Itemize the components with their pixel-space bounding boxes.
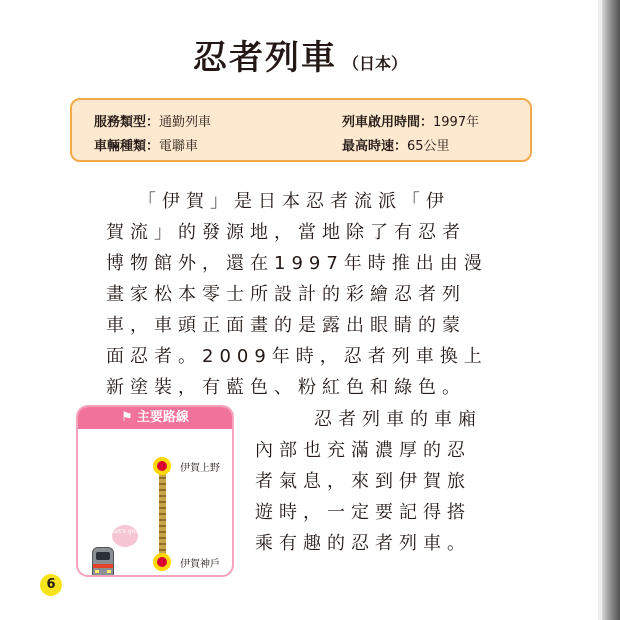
vehicle-type bbox=[94, 135, 198, 154]
railway-track bbox=[159, 467, 166, 567]
service-type bbox=[94, 111, 211, 130]
top-speed bbox=[342, 135, 450, 154]
page-subtitle: （日本） bbox=[342, 54, 407, 73]
body-line: 車，車頭正面畫的是露出眼睛的蒙 bbox=[106, 315, 466, 336]
info-box bbox=[70, 98, 532, 162]
top-speed-value: 65公里 bbox=[407, 139, 450, 154]
top-speed-label: 最高時速： bbox=[342, 139, 408, 154]
title-row bbox=[0, 30, 600, 79]
page-title: 忍者列車 bbox=[192, 38, 337, 78]
launch-time-value: 1997年 bbox=[433, 115, 480, 130]
station-label: 伊賀上野 bbox=[180, 463, 220, 474]
station-marker bbox=[153, 457, 171, 475]
body-line: 賀流」的發源地，當地除了有忍者 bbox=[106, 222, 466, 243]
service-type-value: 通勤列車 bbox=[159, 115, 212, 130]
route-header bbox=[78, 407, 232, 429]
body-line: 者氣息，來到伊賀旅 bbox=[255, 471, 471, 492]
body-line: 畫家松本零士所設計的彩繪忍者列 bbox=[106, 284, 466, 305]
flag-icon: ⚑ bbox=[121, 410, 133, 425]
train-icon bbox=[92, 547, 114, 577]
service-type-label: 服務類型： bbox=[94, 115, 160, 130]
launch-time bbox=[342, 111, 479, 130]
page-number: 6 bbox=[40, 574, 62, 596]
body-line: 乘有趣的忍者列車。 bbox=[255, 533, 471, 554]
route-map bbox=[76, 405, 234, 577]
launch-time-label: 列車啟用時間： bbox=[342, 115, 434, 130]
speech-bubble: Let's go! bbox=[112, 525, 138, 547]
body-line: 面忍者。2009年時，忍者列車換上 bbox=[106, 346, 488, 367]
body-line: 博物館外，還在1997年時推出由漫 bbox=[106, 253, 488, 274]
body-line: 內部也充滿濃厚的忍 bbox=[255, 440, 471, 461]
vehicle-type-value: 電聯車 bbox=[159, 139, 199, 154]
body-line: 新塗裝，有藍色、粉紅色和綠色。 bbox=[106, 377, 466, 398]
body-line: 遊時，一定要記得搭 bbox=[255, 502, 471, 523]
station-marker bbox=[153, 553, 171, 571]
station-label: 伊賀神戶 bbox=[180, 559, 220, 570]
book-spine bbox=[602, 0, 620, 620]
body-line: 「伊賀」是日本忍者流派「伊 bbox=[138, 191, 450, 212]
vehicle-type-label: 車輛種類： bbox=[94, 139, 160, 154]
route-header-label: 主要路線 bbox=[136, 410, 189, 425]
body-line: 忍者列車的車廂 bbox=[314, 409, 482, 430]
